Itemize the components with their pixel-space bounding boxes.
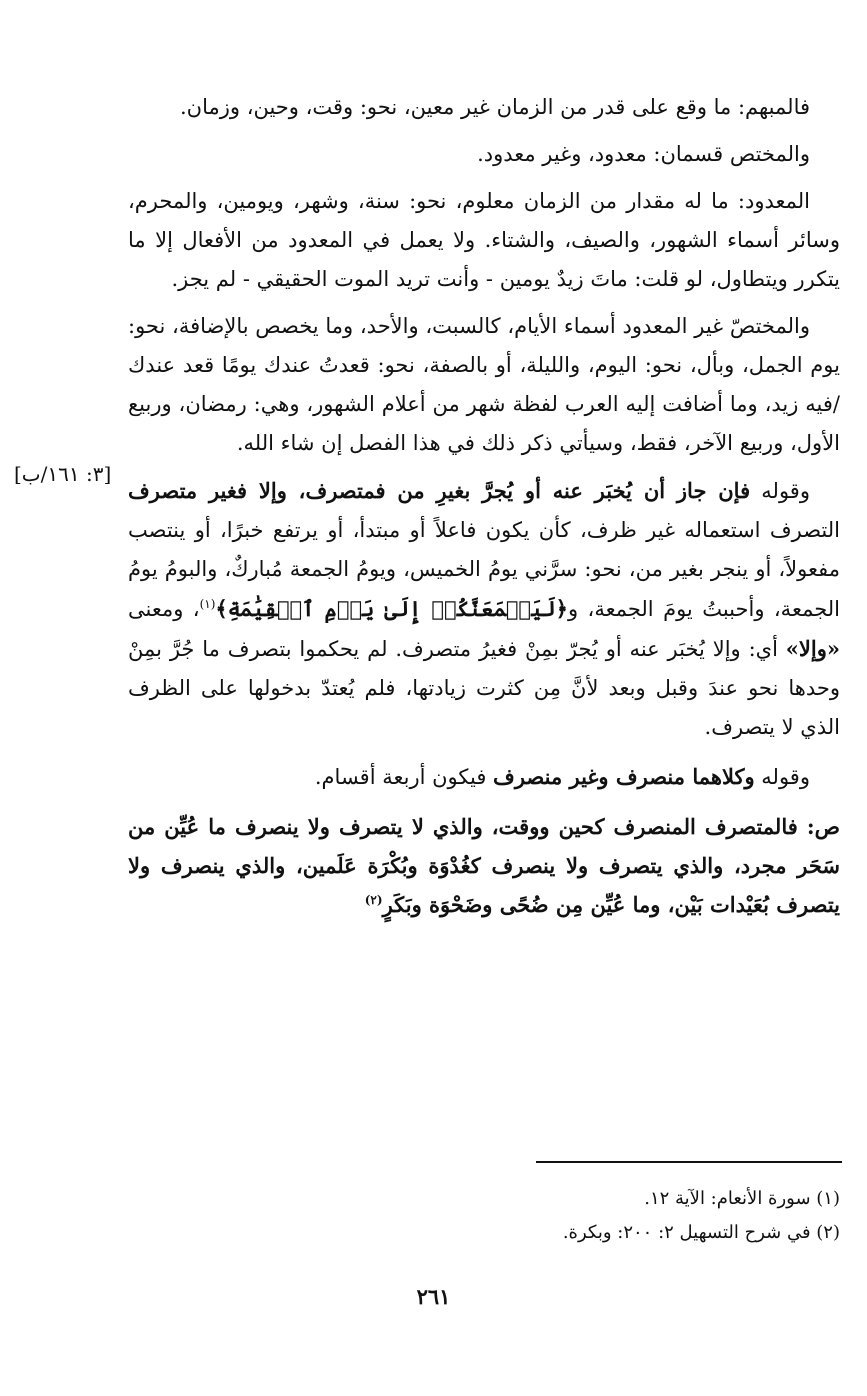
footnote-ref-1: (١) [199,597,216,611]
paragraph-mubham: فالمبهم: ما وقع على قدر من الزمان غير معين، نحو: وقت، وحين، وزمان. [180,95,810,119]
footnotes [128,1182,840,1250]
footnote-1: (١) سورة الأنعام: الآية ١٢. [644,1188,840,1209]
paragraph-arbaa-aqsam: وقوله وكلاهما منصرف وغير منصرف فيكون أربعة أقسام. [314,764,810,789]
paragraph-ghayr-maadud: والمختصّ غير المعدود أسماء الأيام، كالسبت، والأحد، وما يخصص بالإضافة، نحو: يوم الجمل، وبأل، نحو: اليوم، والليلة، أو بالصفة، نحو: قعدتُ عندك يومًا قعد عندك /فيه زيد، وما أضافت إليه العرب لفظة شهر من أعلام الشهور، وهي: رمضان، وربيع الأول، وربيع الآخر، فقط، وسيأتي ذكر ذلك في هذا الفصل إن شاء الله. [128,314,840,455]
footnote-ref-2: (٢) [364,893,383,907]
page-number: ٢٦١ [416,1284,451,1309]
paragraph-maadud: المعدود: ما له مقدار من الزمان معلوم، نحو: سنة، وشهر، ويومين، والمحرم، وسائر أسماء الشهور، والصيف، والشتاء. ولا يعمل في المعدود من الأفعال إلا ما يتكرر ويتطاول، لو قلت: ماتَ زيدٌ يومين - وأنت تريد الموت الحقيقي - لم يجز. [128,189,840,291]
quoted-word: «وإلا» [785,636,840,661]
paragraph-mukhtass: والمختص قسمان: معدود، وغير معدود. [477,142,810,166]
paragraph-tasarruf: وقوله فإن جاز أن يُخبَر عنه أو يُجرَّ بغيرِ من فمتصرف، وإلا فغير متصرف التصرف استعماله غير ظرف، كأن يكون فاعلاً أو مبتدأ، أو يرتفع خبرًا، أو ينتصب مفعولاً، أو ينجر بغير من، نحو: سرَّني يومُ الخميس، ويومُ الجمعة مُباركٌ، والبومُ يومُ الجمعة، وأحببتُ يومَ الجمعة، و﴿لَيَجۡمَعَنَّكُمۡ إِلَىٰ يَوۡمِ ٱلۡقِيَٰمَةِ﴾$^{(١)}$، ومعنى «وإلا» أي: وإلا يُخبَر عنه أو يُجرّ بمِنْ فغيرُ متصرف. لم يحكموا بتصرف ما جُرَّ بمِنْ وحدها نحو عندَ وقبل وبعد لأنَّ مِن كثرت زيادتها، فلم يُعتدّ بدخولها على الظرف الذي لا يتصرف. [128,478,840,739]
footnote-separator [536,1161,842,1163]
quran-verse: ﴿لَيَجۡمَعَنَّكُمۡ إِلَىٰ يَوۡمِ ٱلۡقِيَٰمَةِ﴾ [215,596,568,621]
quoted-matn: فإن جاز أن يُخبَر عنه أو يُجرَّ بغيرِ من فمتصرف، وإلا فغير متصرف [128,478,751,503]
paragraph-matn: ص: فالمتصرف المنصرف كحين ووقت، والذي لا يتصرف ولا ينصرف ما عُيِّن من سَحَر مجرد، والذي يتصرف ولا ينصرف كغُدْوَة وبُكْرَة عَلَمين، والذي ينصرف ولا يتصرف بُعَيْدات بَيْن، وما عُيِّن مِن ضُحًى وضَحْوَة وبَكَرٍ$^{(٢)}$ [128,814,840,917]
footnote-2: (٢) في شرح التسهيل ٢: ٢٠٠: وبكرة. [562,1222,840,1243]
manuscript-folio-note: [٣: ١٦١/ب] [14,462,112,486]
quoted-matn: وكلاهما منصرف وغير منصرف [493,764,755,789]
main-text [128,88,840,932]
